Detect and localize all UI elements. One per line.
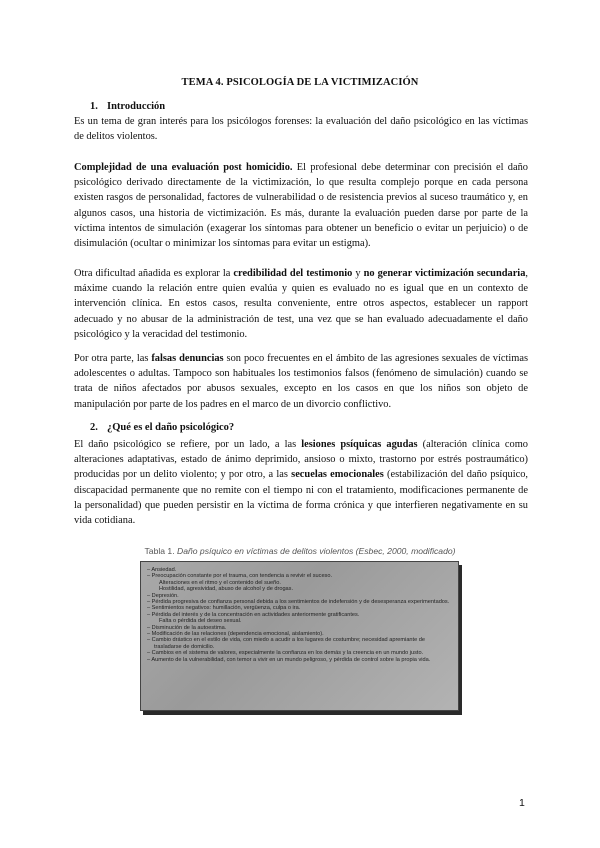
table-caption [0, 546, 600, 556]
table-image [140, 561, 459, 711]
table-item: – Preocupación constante por el trauma, con tendencia a revivir el suceso. [147, 573, 452, 579]
table-label: Tabla 1. [144, 546, 175, 556]
paragraph-definition: El daño psicológico se refiere, por un lado, a las lesiones psíquicas agudas (alteración clínica como alteraciones adaptativas, estado de ánimo deprimido, ansioso o mixto, trastorno por estrés postraumático) producidas por un delito violento; y por otro, a las secuelas emocionales (estabilización del daño psíquico, discapacidad permanente que no remite con el tiempo ni con el tratamiento, modificaciones permanente de la personalidad) que pueden persistir en la víctima de forma crónica y que interfieren negativamente en su vida cotidiana. [74, 439, 528, 527]
table-item: – Pérdida del interés y de la concentración en actividades anteriormente gratificantes. [147, 612, 452, 618]
section-number: 1. [90, 101, 98, 112]
page-number: 1 [519, 797, 525, 809]
bold-term: falsas denuncias [151, 353, 224, 364]
bold-term: credibilidad del testimonio [233, 268, 353, 279]
table-item: – Disminución de la autoestima. [147, 625, 452, 631]
table-item: – Cambios en el sistema de valores, especialmente la confianza en los demás y la creencia en un mundo justo. [147, 650, 452, 656]
bold-term: no generar victimización secundaria [363, 268, 526, 279]
paragraph-intro: Es un tema de gran interés para los psicólogos forenses: la evaluación del daño psicológico en las víctimas de delitos violentos. [74, 116, 528, 143]
page-title: TEMA 4. PSICOLOGÍA DE LA VICTIMIZACIÓN [181, 77, 419, 88]
table-caption-text: Daño psíquico en víctimas de delitos violentos (Esbec, 2000, modificado) [177, 546, 456, 556]
paragraph-complexity: Complejidad de una evaluación post homicidio. El profesional debe determinar con precisión el daño psicológico derivado directamente de la victimización, lo que resulta complejo porque en cada persona existen rasgos de personalidad, factores de vulnerabilidad o de resistencia previos al suceso traumático y, en algunos casos, una historia de victimización. Es más, durante la evaluación pueden darse por parte de la víctima intentos de simulación (exagerar los síntomas para obtener un beneficio o evitar un perjuicio) o de disimulación (ocultar o minimizar los síntomas para evitar un estigma). [74, 162, 528, 250]
table-item: – Modificación de las relaciones (dependencia emocional, aislamiento). [147, 631, 452, 637]
section-number: 2. [90, 422, 98, 433]
table-item: – Ansiedad. [147, 567, 452, 573]
paragraph-credibility: Otra dificultad añadida es explorar la credibilidad del testimonio y no generar victimización secundaria, máxime cuando la relación entre quien evalúa y quien es evaluado no es igual que en un contexto de intervención clínica. En estos casos, resulta conveniente, entre otros aspectos, establecer un rapport adecuado y no abusar de la administración de test, una vez que se han evaluado adecuadamente el daño psicológico y la veracidad del testimonio. [74, 268, 529, 340]
section-title: Introducción [107, 101, 166, 112]
table-item: Hostilidad, agresividad, abuso de alcohol y de drogas. [159, 586, 294, 593]
table-item: – Depresión. [147, 593, 452, 599]
table-list [141, 562, 458, 663]
table-item: Falta o pérdida del deseo sexual. [159, 618, 242, 625]
table-item: – Aumento de la vulnerabilidad, con temor a vivir en un mundo peligroso, y pérdida de control sobre la propia vida. [147, 657, 452, 663]
section-heading-intro [90, 101, 165, 112]
table-item: – Cambio drástico en el estilo de vida, con miedo a acudir a los lugares de costumbre; necesidad apremiante de trasladarse de domicilio. [147, 637, 452, 650]
table-item: – Sentimientos negativos: humillación, vergüenza, culpa o ira. [147, 605, 452, 611]
table-item: – Pérdida progresiva de confianza personal debida a los sentimientos de indefensión y de desesperanza experimentados. [147, 599, 452, 605]
section-heading-dano [90, 422, 234, 433]
bold-lead: Complejidad de una evaluación post homicidio. [74, 162, 293, 173]
bold-term: lesiones psíquicas agudas [301, 439, 418, 450]
section-title: ¿Qué es el daño psicológico? [107, 422, 235, 433]
paragraph-false-reports: Por otra parte, las falsas denuncias son poco frecuentes en el ámbito de las agresiones sexuales de víctimas adolescentes o adultas. Tampoco son habituales los testimonios falsos (fenómeno de simulación) cuando se trata de niños afectados por abusos sexuales, excepto en los casos en que los niños son objeto de manipulación por parte de los padres en el marco de un divorcio conflictivo. [74, 353, 529, 410]
bold-term: secuelas emocionales [291, 469, 384, 481]
table-item: Alteraciones en el ritmo y el contenido del sueño. [159, 579, 281, 586]
